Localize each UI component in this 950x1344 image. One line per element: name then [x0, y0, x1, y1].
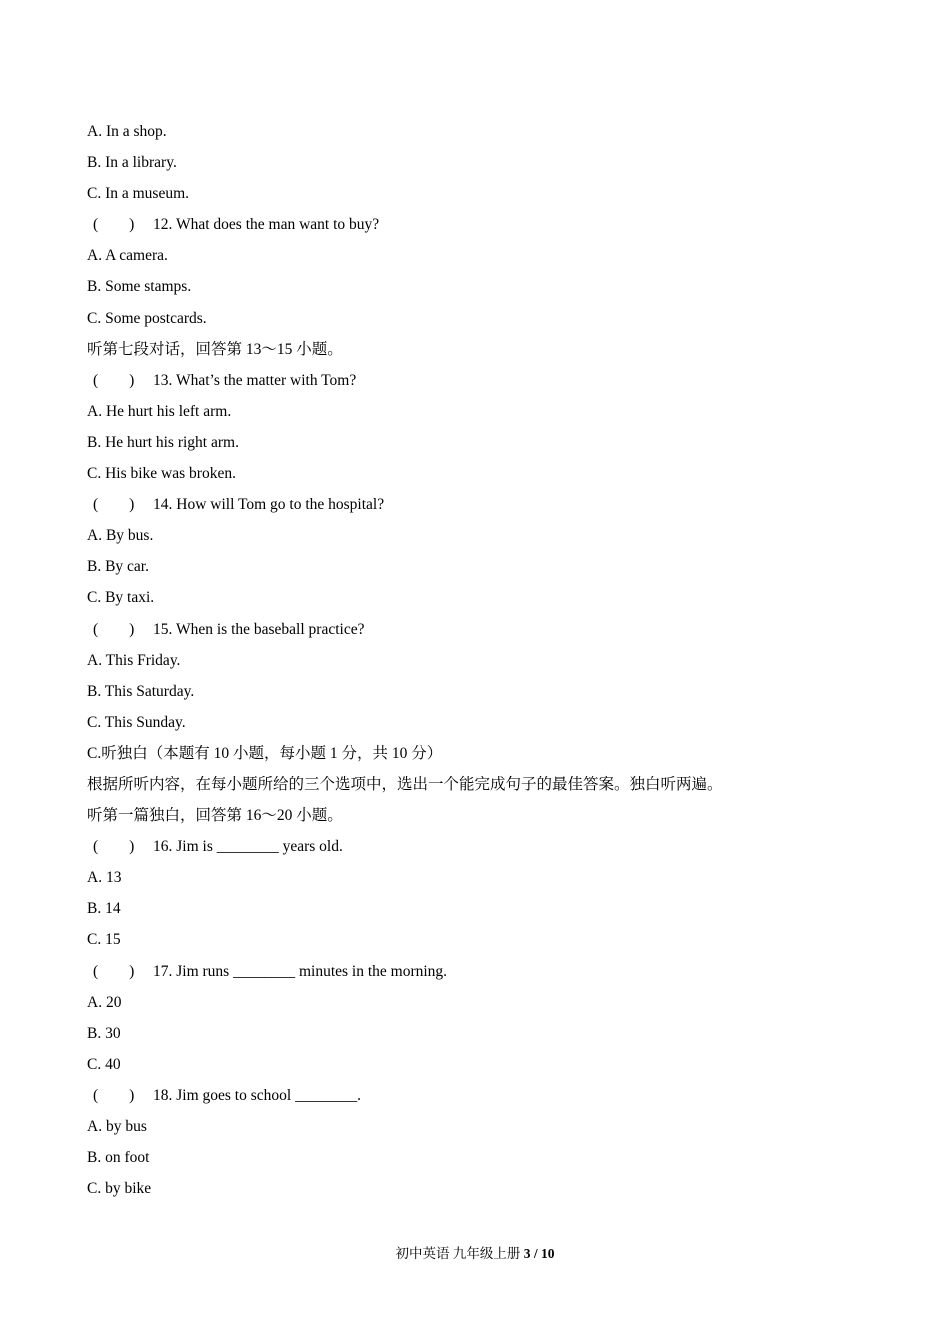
- option-text: B. This Saturday.: [87, 682, 195, 700]
- option-text: A. 20: [87, 993, 122, 1011]
- line-31: [87, 1049, 887, 1080]
- line-02: [87, 147, 887, 178]
- line-15: [87, 551, 887, 582]
- option-text: C. By taxi.: [87, 589, 155, 607]
- question-text: 12. What does the man want to buy?: [153, 216, 380, 234]
- answer-blank: ( ): [93, 962, 135, 980]
- answer-blank: ( ): [93, 216, 135, 234]
- option-text: C. 15: [87, 931, 121, 949]
- line-34: [87, 1142, 887, 1173]
- option-text: A. A camera.: [87, 247, 168, 265]
- option-text: A. By bus.: [87, 527, 154, 545]
- option-text: C. Some postcards.: [87, 309, 207, 327]
- option-text: B. Some stamps.: [87, 278, 192, 296]
- answer-blank: ( ): [93, 838, 135, 856]
- line-25: [87, 862, 887, 893]
- line-06: [87, 271, 887, 302]
- option-text: B. He hurt his right arm.: [87, 433, 239, 451]
- option-text: C. by bike: [87, 1180, 152, 1198]
- page-footer: [0, 1244, 950, 1264]
- line-30: [87, 1018, 887, 1049]
- section-heading: [87, 738, 887, 769]
- option-text: A. He hurt his left arm.: [87, 402, 232, 420]
- answer-blank: ( ): [93, 1086, 135, 1104]
- question-text: 18. Jim goes to school ________.: [153, 1086, 361, 1104]
- line-01: [87, 116, 887, 147]
- page-total: 10: [541, 1246, 555, 1261]
- question-17: [87, 956, 887, 987]
- line-20: [87, 707, 887, 738]
- option-text: A. by bus: [87, 1118, 147, 1135]
- option-text: B. By car.: [87, 558, 149, 576]
- instruction-line: [87, 769, 887, 800]
- line-05: [87, 240, 887, 271]
- instruction-text: 根据所听内容，在每小题所给的三个选项中，选出一个能完成句子的最佳答案。独白听两遍。: [87, 775, 723, 793]
- option-text: C. His bike was broken.: [87, 465, 236, 483]
- line-18: [87, 645, 887, 676]
- option-text: B. In a library.: [87, 154, 177, 172]
- question-text: 15. When is the baseball practice?: [153, 620, 365, 638]
- line-29: [87, 987, 887, 1018]
- page-separator: /: [530, 1246, 541, 1261]
- instruction-line: [87, 334, 887, 365]
- line-19: [87, 676, 887, 707]
- option-text: B. 14: [87, 900, 121, 918]
- line-11: [87, 427, 887, 458]
- question-text: 17. Jim runs ________ minutes in the morning.: [153, 962, 448, 980]
- option-text: B. on foot: [87, 1149, 150, 1167]
- option-text: A. This Friday.: [87, 651, 181, 669]
- answer-blank: ( ): [93, 496, 135, 514]
- line-26: [87, 893, 887, 924]
- option-text: C. In a museum.: [87, 185, 190, 203]
- line-35: [87, 1173, 887, 1204]
- line-10: [87, 396, 887, 427]
- footer-subject: 初中英语 九年级上册: [395, 1246, 524, 1261]
- question-text: 16. Jim is ________ years old.: [153, 838, 343, 856]
- line-16: [87, 582, 887, 613]
- instruction-text: 听第七段对话，回答第 13～15 小题。: [87, 340, 343, 358]
- section-text: C.听独白（本题有 10 小题，每小题 1 分，共 10 分）: [87, 744, 443, 762]
- document-body: [87, 116, 887, 1204]
- line-03: [87, 178, 887, 209]
- page-number: 3: [523, 1246, 531, 1261]
- question-text: 14. How will Tom go to the hospital?: [153, 496, 385, 514]
- line-14: [87, 520, 887, 551]
- instruction-text: 听第一篇独白，回答第 16～20 小题。: [87, 807, 343, 825]
- answer-blank: ( ): [93, 620, 135, 638]
- option-text: A. In a shop.: [87, 123, 167, 140]
- question-14: [87, 489, 887, 520]
- option-text: C. 40: [87, 1055, 121, 1073]
- question-16: [87, 831, 887, 862]
- option-text: B. 30: [87, 1024, 121, 1042]
- line-07: [87, 303, 887, 334]
- line-27: [87, 924, 887, 955]
- instruction-line: [87, 800, 887, 831]
- question-18: [87, 1080, 887, 1111]
- option-text: C. This Sunday.: [87, 713, 186, 731]
- question-15: [87, 614, 887, 645]
- line-33: [87, 1111, 887, 1142]
- option-text: A. 13: [87, 869, 122, 887]
- question-text: 13. What’s the matter with Tom?: [153, 371, 357, 389]
- line-12: [87, 458, 887, 489]
- answer-blank: ( ): [93, 371, 135, 389]
- question-12: [87, 209, 887, 240]
- question-13: [87, 365, 887, 396]
